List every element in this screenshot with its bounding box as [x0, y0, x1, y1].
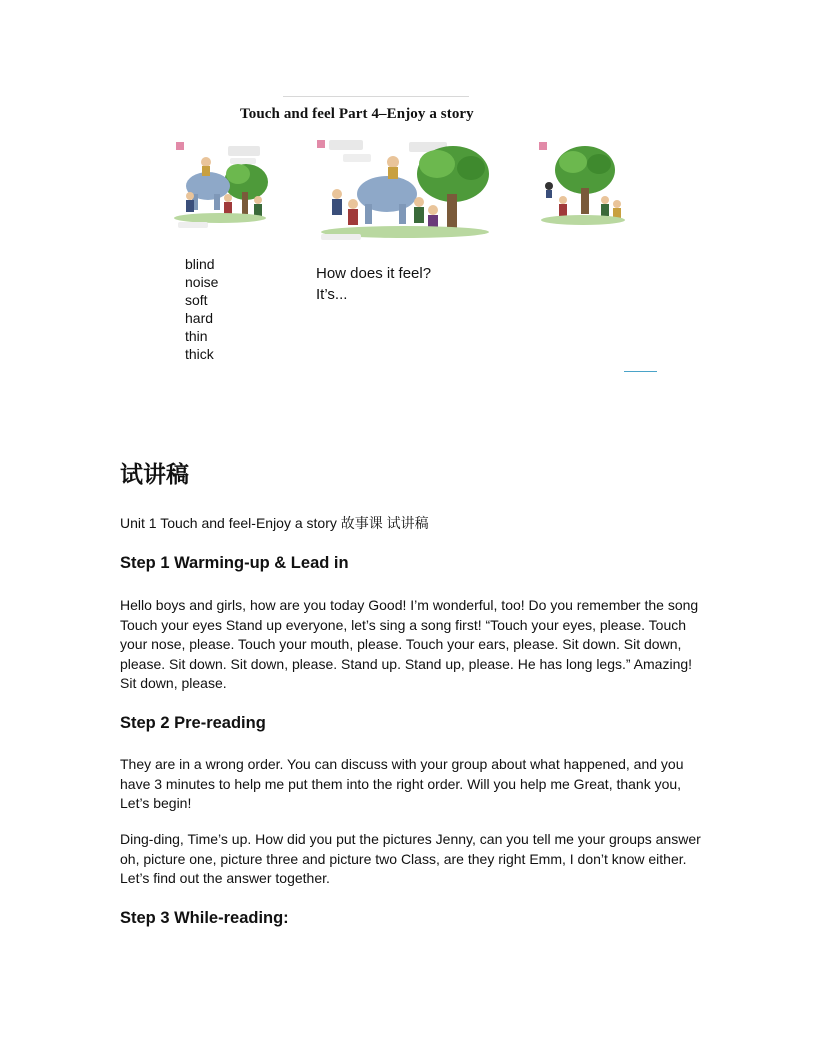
vocabulary-word: thick — [185, 346, 214, 362]
story-picture-2 — [313, 134, 495, 246]
answer-sentence: It’s... — [316, 286, 348, 303]
vocabulary-word: hard — [185, 310, 214, 326]
step2-paragraph-1: They are in a wrong order. You can discuss with your group about what happened, and you have 3 minutes to help me put them into the right order. Will you help me Great, thank you, Let’s begin! — [120, 756, 684, 812]
vocabulary-list — [185, 255, 218, 363]
vocabulary-word: soft — [185, 292, 208, 308]
top-divider — [283, 96, 469, 97]
key-sentences — [316, 263, 431, 305]
step2-heading: Step 2 Pre-reading — [120, 714, 266, 732]
question-sentence: How does it feel? — [316, 265, 432, 282]
link-underline[interactable] — [624, 371, 657, 372]
step2-paragraph-2: Ding-ding, Time’s up. How did you put the pictures Jenny, can you tell me your groups answer oh, picture one, picture three and picture two Class, are they right Emm, I don’t know either. Let’s find out the answer together. — [120, 831, 701, 887]
vocabulary-word: noise — [185, 274, 219, 290]
board-title: Touch and feel Part 4–Enjoy a story — [240, 106, 474, 122]
step1-heading: Step 1 Warming-up & Lead in — [120, 554, 349, 572]
story-picture-1 — [168, 136, 272, 232]
vocabulary-word: blind — [185, 256, 215, 272]
vocabulary-word: thin — [185, 328, 208, 344]
script-subtitle: Unit 1 Touch and feel-Enjoy a story 故事课 试讲稿 — [120, 515, 429, 531]
step3-heading: Step 3 While-reading: — [120, 909, 289, 927]
step1-paragraph: Hello boys and girls, how are you today Good! I’m wonderful, too! Do you remember the song Touch your eyes Stand up everyone, let’s sing a song first! “Touch your eyes, please. Touch your nose, please. Touch your mouth, please. Touch your ears, please. Sit down. Sit down, please. Sit down. Sit down, please. Stand up. Stand up, please. He has long legs.” Amazing! Sit down, please. — [120, 597, 699, 692]
story-picture-3 — [535, 134, 631, 232]
script-heading: 试讲稿 — [120, 462, 189, 488]
